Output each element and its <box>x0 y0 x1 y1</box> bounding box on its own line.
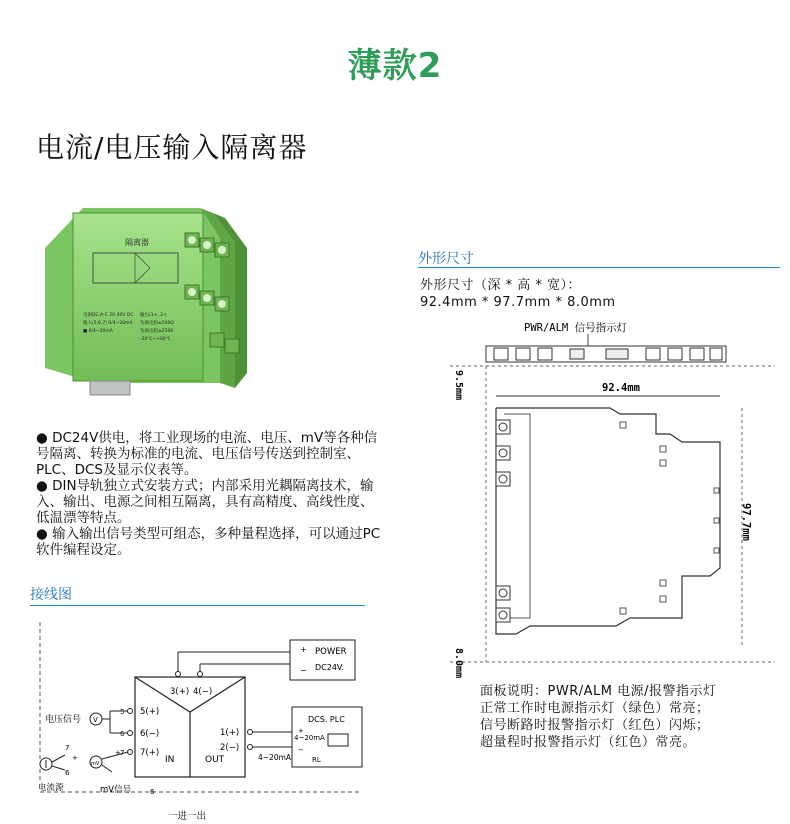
dim-top: 9.5mm <box>453 370 464 401</box>
pin-number: 5 <box>120 708 125 716</box>
terminal-label: 2(−) <box>220 743 240 753</box>
pin-number: 6 <box>150 788 155 796</box>
product-front-label: 隔离器 <box>125 238 149 247</box>
panel-notes <box>480 683 716 751</box>
product-spec: 负载电阻≤500Ω <box>140 321 174 326</box>
mv-signal-label: mV信号 <box>100 785 132 795</box>
power-label: POWER <box>315 647 347 657</box>
terminal-label: 7(+) <box>140 748 160 758</box>
pin-number: 6 <box>65 769 70 777</box>
feature-item: ● DC24V供电，将工业现场的电流、电压、mV等各种信号隔离、转换为标准的电流、电压信号传送到控制室、PLC、DCS及显示仪表等。 <box>36 430 378 478</box>
plc-range: 4~20mA <box>294 734 325 742</box>
product-spec: ■ 0/4~20mA <box>83 329 113 334</box>
terminal-label: 4(−) <box>193 687 213 697</box>
plc-plus: + <box>298 727 304 735</box>
pin-number: 7 <box>65 744 70 752</box>
product-spec: 电源DC:A-C 20-30V DC <box>83 313 134 318</box>
product-spec: 负载电阻≥250K <box>140 329 174 334</box>
outline-heading: 外形尺寸 <box>418 251 474 267</box>
terminal-label: 3(+) <box>170 687 190 697</box>
indicator-caption: PWR/ALM 信号指示灯 <box>524 322 628 334</box>
wiring-heading: 接线图 <box>30 587 72 603</box>
dim-width: 8.0mm <box>453 648 464 679</box>
pin-number: 6 <box>120 730 125 738</box>
product-spec: 输入(5,6,7) 0/4~20mA <box>83 321 133 326</box>
plc-minus: − <box>298 746 304 754</box>
terminal-label: 6(−) <box>140 729 160 739</box>
terminal-label: 5(+) <box>140 707 160 717</box>
dim-depth: 92.4mm <box>602 382 640 394</box>
output-current: 4~20mA <box>258 753 292 762</box>
current-source-label: 电流源 <box>38 783 64 793</box>
panel-note: 正常工作时电源指示灯（绿色）常亮； <box>480 701 710 716</box>
feature-item: ● DIN导轨独立式安装方式；内部采用光耦隔离技术，输入、输出、电源之间相互隔离，具有高精度、高线性度、低温漂等特点。 <box>36 478 374 526</box>
terminal-label: 1(+) <box>220 728 240 738</box>
panel-note: 超量程时报警指示灯（红色）常亮。 <box>480 735 697 750</box>
pin-number: 7 <box>120 749 125 757</box>
mv-pin: + <box>115 749 121 757</box>
rl-label: RL <box>312 756 321 764</box>
feature-item: ● 输入输出信号类型可组态，多种量程选择，可以通过PC软件编程设定。 <box>36 526 381 558</box>
mv-source-icon: mV <box>91 761 100 767</box>
power-plus: + <box>300 645 307 654</box>
divider <box>30 605 365 606</box>
feature-list <box>36 430 386 558</box>
current-plus: + <box>72 754 78 762</box>
panel-note: 信号断路时报警指示灯（红色）闪烁； <box>480 718 710 733</box>
product-photo <box>35 193 265 408</box>
out-label: OUT <box>205 755 225 765</box>
voltage-signal-label: 电压信号 <box>45 715 82 725</box>
wiring-caption: 一进一出 <box>168 811 207 822</box>
spec-value: 92.4mm * 97.7mm * 8.0mm <box>420 295 616 310</box>
plc-label: DCS. PLC <box>308 715 345 724</box>
power-minus: − <box>300 666 307 675</box>
outline-spec <box>420 277 616 311</box>
product-spec: 输出(1+, 2-) <box>140 313 167 318</box>
power-voltage: DC24V. <box>315 663 344 672</box>
wiring-diagram <box>30 622 375 824</box>
page-title: 薄款2 <box>347 46 443 86</box>
outline-drawing <box>420 318 782 688</box>
spec-label: 外形尺寸（深 * 高 * 宽）： <box>420 278 582 293</box>
dim-height: 97.7mm <box>740 503 752 541</box>
voltage-source-icon: V <box>93 716 98 724</box>
section-title: 电流/电压输入隔离器 <box>36 131 308 164</box>
in-label: IN <box>165 755 175 765</box>
panel-note: 面板说明：PWR/ALM 电源/报警指示灯 <box>480 684 717 699</box>
product-spec: -20℃~+60℃ <box>140 337 171 342</box>
divider <box>418 267 780 268</box>
